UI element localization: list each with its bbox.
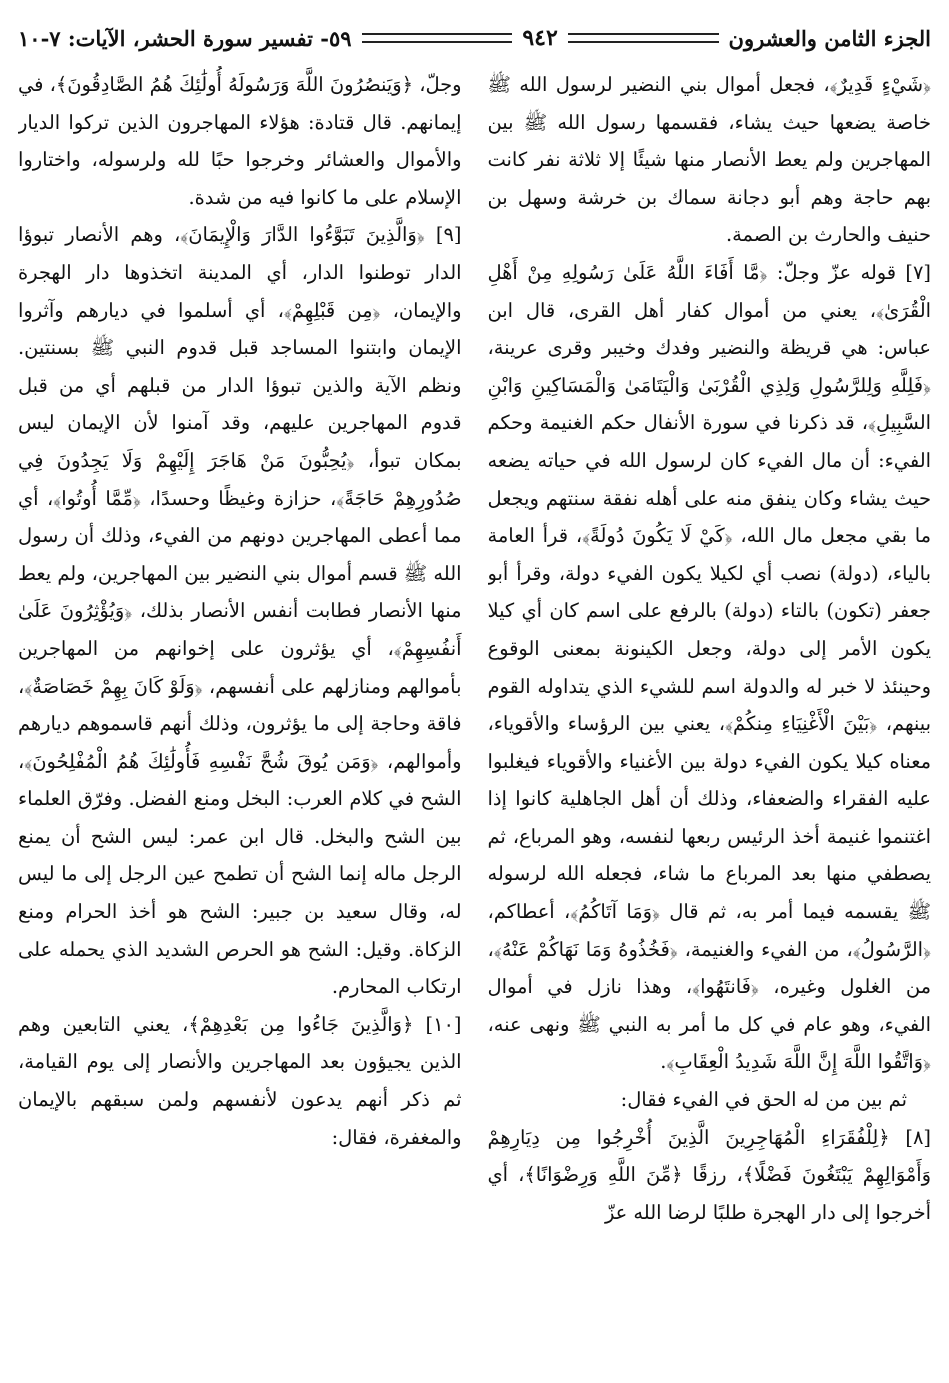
text-columns: [18, 66, 931, 1367]
running-title-juz: الجزء الثامن والعشرون: [728, 25, 931, 51]
header-rule-right: [568, 33, 719, 43]
header-rule-left: [362, 33, 513, 43]
page-header: [18, 18, 931, 58]
paragraph: ﴿شَيْءٍ قَدِيرٌ﴾، فجعل أموال بني النضير لرسول الله ﷺ خاصة يضعها حيث يشاء، فقسمها رسول الله ﷺ بين المهاجرين ولم يعط الأنصار منها شيئًا إلا ثلاثة نفر كانت بهم حاجة وهم أبو دجانة سماك بن خرشة وسهل بن حنيف والحارث بن الصمة.: [487, 73, 931, 247]
paragraph: [٨] ﴿لِلْفُقَرَاءِ الْمُهَاجِرِينَ الَّذِينَ أُخْرِجُوا مِن دِيَارِهِمْ وَأَمْوَالِهِمْ يَبْتَغُونَ فَضْلًا﴾، رزقًا ﴿مِّنَ اللَّهِ وَرِضْوَانًا﴾، أي أخرجوا إلى دار الهجرة طلبًا لرضا الله عزّ: [487, 1125, 931, 1224]
paragraph: وجلّ، ﴿وَيَنصُرُونَ اللَّهَ وَرَسُولَهُ أُولَٰئِكَ هُمُ الصَّادِقُونَ﴾، في إيمانهم. قال قتادة: هؤلاء المهاجرون الذين تركوا الديار والأموال والعشائر وخرجوا حبًا لله ولرسوله، واختاروا الإسلام على ما كانوا فيه من شدة.: [18, 73, 462, 209]
paragraph: ثم بين من له الحق في الفيء فقال:: [620, 1088, 907, 1112]
paragraph: [٩] ﴿وَالَّذِينَ تَبَوَّءُوا الدَّارَ وَالْإِيمَانَ﴾، وهم الأنصار تبوؤا الدار توطنوا الدار، أي المدينة اتخذوها دار الهجرة والإيمان، ﴿مِن قَبْلِهِمْ﴾، أي أسلموا في ديارهم وآثروا الإيمان وابتنوا المساجد قبل قدوم النبي ﷺ بسنتين. ونظم الآية والذين تبوؤا الدار من قبلهم أي من قبل قدوم المهاجرين عليهم، وقد آمنوا لأن الإيمان ليس بمكان تبوأ، ﴿يُحِبُّونَ مَنْ هَاجَرَ إِلَيْهِمْ وَلَا يَجِدُونَ فِي صُدُورِهِمْ حَاجَةً﴾، حزازة وغيظًا وحسدًا، ﴿مِّمَّا أُوتُوا﴾، أي مما أعطى المهاجرين دونهم من الفيء، وذلك أن رسول الله ﷺ قسم أموال بني النضير بين المهاجرين، ولم يعط منها الأنصار فطابت أنفس الأنصار بذلك، ﴿وَيُؤْثِرُونَ عَلَىٰ أَنفُسِهِمْ﴾، أي يؤثرون على إخوانهم من المهاجرين بأموالهم ومنازلهم على أنفسهم، ﴿وَلَوْ كَانَ بِهِمْ خَصَاصَةٌ﴾، فاقة وحاجة إلى ما يؤثرون، وذلك أنهم قاسموهم ديارهم وأموالهم، ﴿وَمَن يُوقَ شُحَّ نَفْسِهِ فَأُولَٰئِكَ هُمُ الْمُفْلِحُونَ﴾، الشح في كلام العرب: البخل ومنع الفضل. وفرّق العلماء بين الشح والبخل. قال ابن عمر: ليس الشح أن يمنع الرجل ماله إنما الشح أن تطمح عين الرجل إلى ما ليس له، وقال سعيد بن جبير: الشح هو أخذ الحرام ومنع الزكاة. وقيل: الشح هو الحرص الشديد الذي يحمله على ارتكاب المحارم.: [18, 223, 462, 999]
page-number: ٩٤٢: [522, 25, 558, 51]
running-title-surah: ٥٩- تفسير سورة الحشر، الآيات: ٧-١٠: [18, 25, 352, 51]
left-column: [18, 66, 462, 1367]
right-column: [488, 66, 932, 1367]
paragraph: [١٠] ﴿وَالَّذِينَ جَاءُوا مِن بَعْدِهِمْ﴾، يعني التابعين وهم الذين يجيؤون بعد المهاجرين والأنصار إلى يوم القيامة، ثم ذكر أنهم يدعون لأنفسهم ولمن سبقهم بالإيمان والمغفرة، فقال:: [18, 1012, 462, 1149]
paragraph: [٧] قوله عزّ وجلّ: ﴿مَّا أَفَاءَ اللَّهُ عَلَىٰ رَسُولِهِ مِنْ أَهْلِ الْقُرَىٰ﴾، يعني من أموال كفار أهل القرى، قال ابن عباس: هي قريظة والنضير وفدك وخيبر وقرى عرينة، ﴿فَلِلَّهِ وَلِلرَّسُولِ وَلِذِي الْقُرْبَىٰ وَالْيَتَامَىٰ وَالْمَسَاكِينِ وَابْنِ السَّبِيلِ﴾، قد ذكرنا في سورة الأنفال حكم الغنيمة وحكم الفيء: أن مال الفيء كان لرسول الله في حياته يضعه حيث يشاء وكان ينفق منه على أهله نفقة سنتهم ويجعل ما بقي مجعل مال الله، ﴿كَيْ لَا يَكُونَ دُولَةً﴾، قرأ العامة بالياء، (دولة) نصب أي لكيلا يكون الفيء دولة، وقرأ أبو جعفر (تكون) بالتاء (دولة) بالرفع على اسم كان أي كيلا يكون الأمر إلى دولة، وجعل الكينونة بمعنى الوقوع وحينئذ لا خبر له والدولة اسم للشيء الذي يتداوله القوم بينهم، ﴿بَيْنَ الْأَغْنِيَاءِ مِنكُمْ﴾، يعني بين الرؤساء والأقوياء، معناه كيلا يكون الفيء دولة بين الأغنياء والأقوياء فيغلبوا عليه الفقراء والضعفاء، وذلك أن أهل الجاهلية كانوا إذا اغتنموا غنيمة أخذ الرئيس ربعها لنفسه، وهو المرباع، ثم يصطفي منها بعد المرباع ما شاء، فجعله الله لرسوله ﷺ يقسمه فيما أمر به، ثم قال ﴿وَمَا آتَاكُمُ﴾، أعطاكم، ﴿الرَّسُولُ﴾، من الفيء والغنيمة، ﴿فَخُذُوهُ وَمَا نَهَاكُمْ عَنْهُ﴾، من الغلول وغيره، ﴿فَانتَهُوا﴾، وهذا نازل في أموال الفيء، وهو عام في كل ما أمر به النبي ﷺ ونهى عنه، ﴿وَاتَّقُوا اللَّهَ إِنَّ اللَّهَ شَدِيدُ الْعِقَابِ﴾.: [487, 260, 931, 1074]
